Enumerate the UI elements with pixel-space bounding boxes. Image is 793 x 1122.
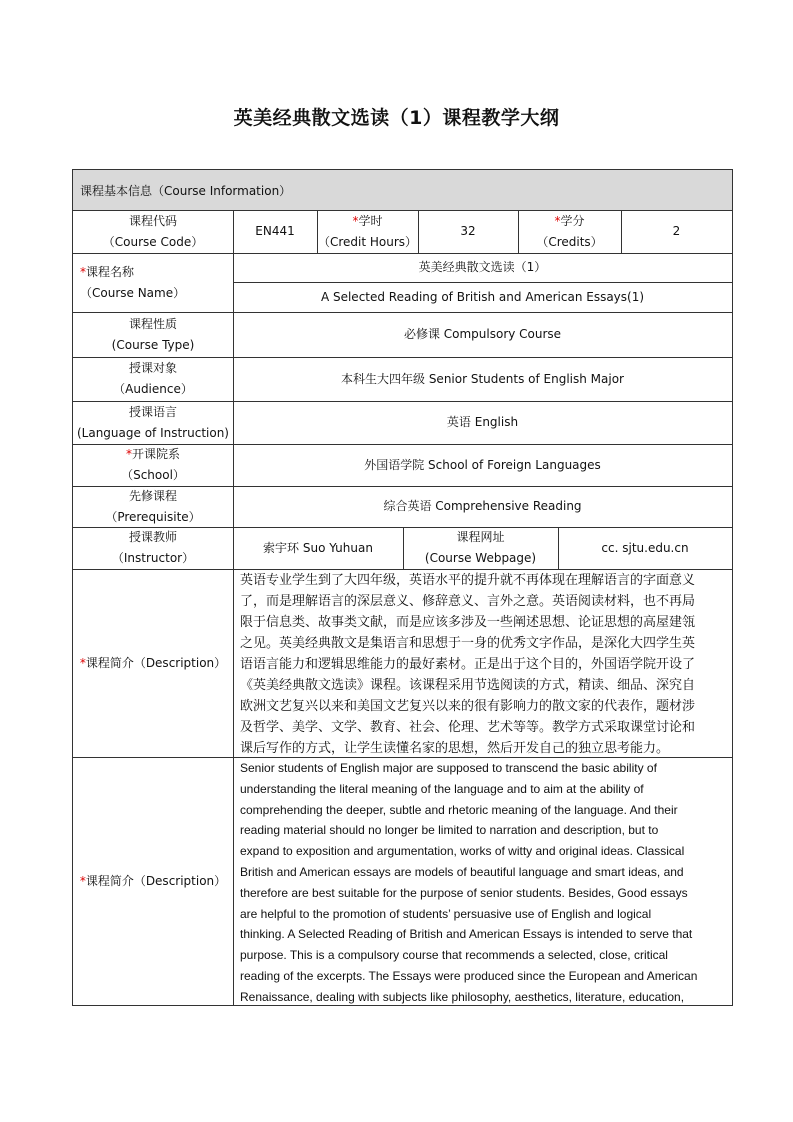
course-name-cn — [233, 253, 732, 282]
prerequisite-text: 综合英语 Comprehensive Reading — [383, 499, 582, 513]
prerequisite-label — [73, 486, 233, 527]
description-cn-text — [240, 570, 728, 759]
language-value — [233, 401, 732, 444]
course-name-label-cn-text: 课程名称 — [86, 264, 135, 279]
description-cn-line: 欧洲文艺复兴以来和美国文艺复兴以来的很有影响力的散文家的代表作，题材涉 — [240, 699, 696, 714]
credit-hours-label-en: （Credit Hours） — [317, 234, 418, 249]
course-name-cn-text: 英美经典散文选读（1） — [418, 260, 547, 274]
description-cn-label — [73, 569, 233, 757]
school-label-en: （School） — [121, 468, 185, 482]
course-type-label-cn: 课程性质 — [128, 316, 177, 331]
course-type-value — [233, 312, 732, 357]
description-en-label-inner: 课程简介（Description） — [85, 873, 227, 888]
course-type-label-en: (Course Type) — [111, 337, 195, 352]
audience-text: 本科生大四年级 Senior Students of English Major — [341, 371, 624, 386]
course-code-value — [233, 210, 317, 253]
instructor-text: 索宇环 Suo Yuhuan — [263, 540, 373, 555]
description-en-line: expand to exposition and argumentation, works of witty and original ideas. Classical — [240, 844, 685, 859]
required-asterisk: * — [79, 655, 86, 670]
course-name-en — [233, 282, 732, 312]
webpage-label-en: (Course Webpage) — [424, 551, 537, 565]
credits-label-cn-text: 学分 — [560, 213, 585, 228]
audience-value — [233, 357, 732, 401]
required-asterisk: * — [125, 447, 132, 461]
description-cn-label-text — [80, 653, 226, 674]
course-code-text: EN441 — [255, 224, 295, 238]
course-code-label-cn: 课程代码 — [128, 213, 177, 228]
description-en-line: reading of the excerpts. The Essays were produced since the European and American — [240, 968, 698, 983]
instructor-value — [233, 527, 403, 569]
description-en-line: Renaissance, dealing with subjects like philosophy, aesthetics, literature, education, — [240, 989, 685, 1004]
description-en-line: reading material should no longer be limited to narration and description, but to — [240, 823, 659, 838]
description-en-line: understanding the literal meaning of the language and to aim at the ability of — [240, 781, 644, 796]
audience-label — [73, 357, 233, 401]
description-cn-line: 语语言能力和逻辑思维能力的最好素材。正是出于这个目的，外国语学院开设了 — [240, 657, 696, 672]
credit-hours-label-cn — [352, 211, 382, 232]
school-label — [73, 444, 233, 486]
school-label-cn — [126, 444, 180, 465]
credits-label — [518, 210, 621, 253]
credits-label-en: （Credits） — [536, 234, 603, 249]
course-name-label-cn — [80, 262, 134, 283]
credits-text: 2 — [672, 224, 681, 238]
description-cn-line: 英语专业学生到了大四年级，英语水平的提升就不再体现在理解语言的字面意义 — [240, 573, 696, 588]
course-type-text: 必修课 Compulsory Course — [403, 327, 562, 341]
required-asterisk: * — [554, 213, 561, 228]
description-en-line: British and American essays are models of beautiful language and smart ideas, and — [240, 864, 684, 879]
school-text: 外国语学院 School of Foreign Languages — [364, 457, 601, 472]
required-asterisk: * — [352, 213, 359, 228]
prerequisite-value — [233, 486, 732, 527]
prerequisite-label-cn: 先修课程 — [128, 488, 177, 503]
instructor-label-en: （Instructor） — [111, 551, 195, 565]
credit-hours-label — [317, 210, 418, 253]
description-cn-line: 及哲学、美学、文学、教育、社会、伦理、艺术等等。教学方式采取课堂讨论和 — [240, 720, 696, 735]
instructor-label-cn: 授课教师 — [128, 530, 177, 544]
language-label-cn: 授课语言 — [128, 404, 177, 419]
credit-hours-label-cn-text: 学时 — [358, 213, 383, 228]
required-asterisk: * — [80, 264, 86, 279]
credits-label-cn — [554, 211, 584, 232]
credit-hours-value — [418, 210, 518, 253]
credits-value — [621, 210, 732, 253]
webpage-link[interactable]: cc. sjtu.edu.cn — [601, 540, 689, 555]
language-label — [73, 401, 233, 444]
prerequisite-label-en: （Prerequisite） — [105, 509, 201, 524]
description-en-line: purpose. This is a compulsory course that recommends a selected, close, critical — [240, 948, 668, 963]
language-text: 英语 English — [446, 415, 519, 429]
language-label-en: (Language of Instruction) — [76, 425, 229, 440]
course-code-label — [73, 210, 233, 253]
course-name-en-text: A Selected Reading of British and American Essays(1) — [320, 289, 645, 304]
audience-label-en: （Audience） — [113, 382, 193, 396]
webpage-label — [403, 527, 558, 569]
webpage-value[interactable] — [558, 527, 732, 569]
webpage-label-cn: 课程网址 — [456, 530, 505, 544]
course-name-label — [73, 253, 233, 312]
section-header — [73, 170, 732, 210]
description-cn-line: 了，而是理解语言的深层意义、修辞意义、言外之意。英语阅读材料，也不再局 — [240, 594, 696, 609]
school-value — [233, 444, 732, 486]
description-en-line: thinking. A Selected Reading of British and American Essays is intended to serve that — [240, 927, 693, 942]
description-en-label-text — [80, 871, 226, 892]
course-code-label-en: （Course Code） — [102, 234, 204, 249]
section-header-label: 课程基本信息（Course Information） — [80, 183, 292, 198]
description-cn-line: 之见。英美经典散文是集语言和思想于一身的优秀文字作品，是深化大四学生英 — [240, 636, 696, 651]
course-type-label — [73, 312, 233, 357]
description-cn-line: 课后写作的方式，让学生读懂名家的思想，然后开发自己的独立思考能力。 — [240, 741, 670, 756]
school-label-cn-text: 开课院系 — [131, 447, 180, 461]
description-en-text — [240, 758, 730, 1008]
description-en-label — [73, 757, 233, 1005]
credit-hours-text: 32 — [460, 224, 476, 238]
required-asterisk: * — [79, 873, 86, 888]
instructor-label — [73, 527, 233, 569]
description-cn-line: 限于信息类、故事类文献，而是应该多涉及一些阐述思想、论证思想的高屋建瓴 — [240, 615, 696, 630]
course-name-label-en: （Course Name） — [80, 285, 186, 300]
description-en-line: comprehending the deeper, subtle and rhetoric meaning of the language. And their — [240, 802, 678, 817]
document-title: 英美经典散文选读（1）课程教学大纲 — [233, 107, 560, 129]
description-cn-label-inner: 课程简介（Description） — [85, 655, 227, 670]
description-cn-line: 《英美经典散文选读》课程。该课程采用节选阅读的方式，精读、细品、深究自 — [240, 678, 696, 693]
description-en-line: Senior students of English major are supposed to transcend the basic ability of — [240, 761, 657, 775]
audience-label-cn: 授课对象 — [128, 361, 177, 375]
description-en-line: therefore are best suitable for the purpose of senior students. Besides, Good essays — [240, 885, 688, 900]
description-en-line: are helpful to the promotion of students’ persuasive use of English and logical — [240, 906, 652, 921]
